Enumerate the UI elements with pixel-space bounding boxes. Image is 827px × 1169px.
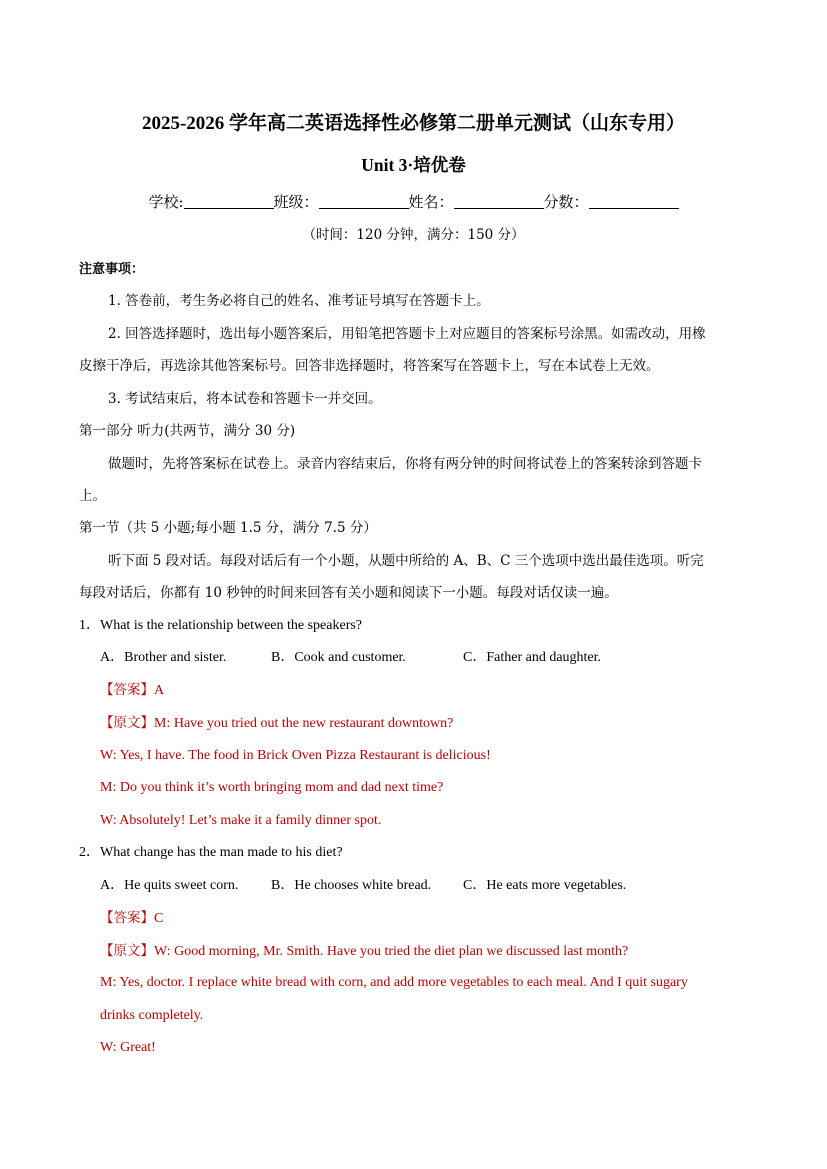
transcript-line: M: Do you think it’s worth bringing mom and dad next time? (100, 780, 444, 795)
question-stem: 2．What change has the man made to his diet? (79, 845, 343, 860)
transcript-text: W: Good morning, Mr. Smith. Have you tried the diet plan we discussed last month? (154, 944, 629, 959)
answer-line (100, 681, 164, 700)
option-b[interactable]: B．He chooses white bread. (271, 878, 432, 893)
name-blank[interactable] (454, 194, 544, 209)
transcript-line (100, 714, 453, 733)
score-label: 分数： (543, 193, 589, 211)
option-c[interactable]: C．Father and daughter. (463, 650, 602, 665)
exam-title: 2025-2026 学年高二英语选择性必修第二册单元测试（山东专用） (141, 113, 686, 134)
notice-heading: 注意事项： (79, 262, 145, 277)
section1-heading: 第一节（共 5 小题;每小题 1.5 分，满分 7.5 分） (79, 520, 377, 536)
school-blank[interactable] (184, 194, 274, 209)
part1-heading: 第一部分 听力(共两节，满分 30 分) (79, 423, 296, 439)
part1-intro: 做题时，先将答案标在试卷上。录音内容结束后，你将有两分钟的时间将试卷上的答案转涂到答题卡 (108, 456, 702, 472)
time-note: （时间：120 分钟，满分：150 分） (302, 227, 525, 243)
answer-value: C (154, 911, 164, 926)
answer-line (100, 909, 163, 928)
part1-intro: 上。 (79, 488, 106, 504)
transcript-label: 【原文】 (100, 715, 154, 731)
option-a[interactable]: A．He quits sweet corn. (100, 878, 239, 893)
info-fields-row (0, 193, 827, 211)
option-c[interactable]: C．He eats more vegetables. (463, 878, 627, 893)
transcript-line: drinks completely. (100, 1008, 204, 1023)
option-a[interactable]: A．Brother and sister. (100, 650, 227, 665)
transcript-line: W: Yes, I have. The food in Brick Oven Pizza Restaurant is delicious! (100, 748, 491, 763)
class-label: 班级： (273, 193, 319, 211)
score-blank[interactable] (589, 194, 679, 209)
transcript-line: W: Great! (100, 1040, 156, 1055)
transcript-label: 【原文】 (100, 943, 154, 959)
notice-item: 1. 答卷前，考生务必将自己的姓名、准考证号填写在答题卡上。 (108, 293, 490, 309)
notice-item: 2. 回答选择题时，选出每小题答案后，用铅笔把答题卡上对应题目的答案标号涂黑。如需改动，用橡 (108, 326, 706, 342)
class-blank[interactable] (319, 194, 409, 209)
name-label: 姓名： (408, 193, 454, 211)
transcript-line: M: Yes, doctor. I replace white bread with corn, and add more vegetables to each meal. And I quit sugary (100, 975, 688, 990)
transcript-line: W: Absolutely! Let’s make it a family dinner spot. (100, 813, 382, 828)
section1-instructions: 每段对话后，你都有 10 秒钟的时间来回答有关小题和阅读下一小题。每段对话仅读一遍。 (79, 585, 618, 601)
school-label: 学校: (148, 193, 184, 211)
transcript-text: M: Have you tried out the new restaurant downtown? (154, 716, 454, 731)
exam-subtitle: Unit 3·培优卷 (361, 155, 466, 175)
section1-instructions: 听下面 5 段对话。每段对话后有一个小题，从题中所给的 A、B、C 三个选项中选出最佳选项。听完 (108, 553, 704, 569)
notice-item: 皮擦干净后，再选涂其他答案标号。回答非选择题时，将答案写在答题卡上，写在本试卷上无效。 (79, 358, 660, 374)
answer-label: 【答案】 (100, 682, 154, 698)
notice-item: 3. 考试结束后，将本试卷和答题卡一并交回。 (108, 391, 382, 407)
answer-value: A (154, 683, 165, 698)
transcript-line (100, 942, 628, 961)
option-b[interactable]: B．Cook and customer. (271, 650, 406, 665)
question-stem: 1．What is the relationship between the speakers? (79, 618, 363, 633)
answer-label: 【答案】 (100, 910, 154, 926)
